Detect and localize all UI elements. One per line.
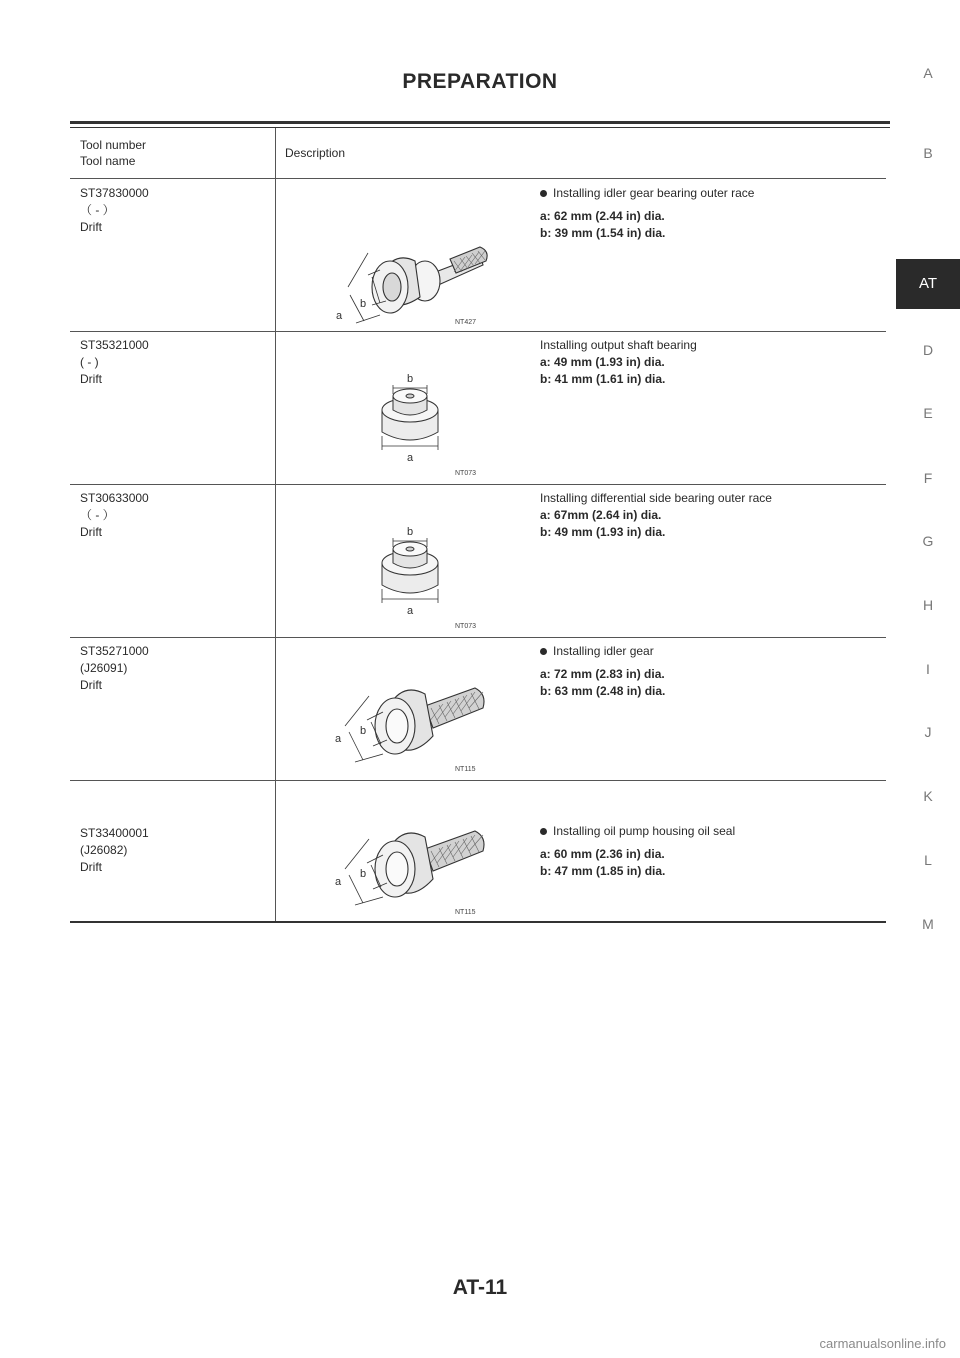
- tool-id: ST37830000 （ - ） Drift: [80, 186, 149, 234]
- table-bottom-rule: [70, 921, 886, 923]
- section-tab-a[interactable]: A: [923, 65, 933, 81]
- svg-text:a: a: [335, 876, 342, 888]
- section-tab-e[interactable]: E: [923, 405, 933, 421]
- svg-text:a: a: [336, 310, 343, 322]
- section-tab-k[interactable]: K: [923, 788, 933, 804]
- section-tab-h[interactable]: H: [922, 597, 934, 613]
- figure-code: NT073: [455, 470, 477, 477]
- tool-description: Installing idler gear bearing outer race a: 62 mm (2.44 in) dia. b: 39 mm (1.54 in) dia.: [540, 186, 755, 240]
- section-tab-l[interactable]: L: [924, 852, 932, 868]
- tool-id: ST33400001 (J26082) Drift: [80, 826, 149, 874]
- section-tab-d[interactable]: D: [922, 342, 934, 358]
- table-header: [70, 128, 886, 179]
- drift-illustration: [370, 523, 460, 618]
- drift-illustration: [325, 666, 495, 771]
- description-column-header: Description: [285, 146, 346, 160]
- figure-code: NT115: [455, 766, 476, 773]
- tool-id: ST30633000 （ - ） Drift: [80, 491, 149, 539]
- svg-text:a: a: [335, 733, 342, 745]
- svg-text:a: a: [407, 452, 414, 464]
- figure-code: NT427: [455, 319, 477, 326]
- table-row: [70, 485, 886, 638]
- table-row: [70, 332, 886, 485]
- section-tab-b[interactable]: B: [923, 145, 933, 161]
- svg-text:b: b: [360, 298, 367, 310]
- drift-illustration: [325, 809, 495, 914]
- tool-description: Installing differential side bearing outer race a: 67mm (2.64 in) dia. b: 49 mm (1.93 in) dia.: [540, 491, 772, 539]
- bullet-icon: [540, 190, 547, 197]
- svg-text:b: b: [360, 868, 367, 880]
- table-row: [70, 781, 886, 923]
- figure-code: NT115: [455, 909, 476, 916]
- page-title: PREPARATION: [402, 70, 558, 93]
- svg-text:b: b: [407, 526, 414, 538]
- section-tab-g[interactable]: G: [922, 533, 934, 549]
- drift-illustration: [320, 215, 500, 325]
- svg-text:b: b: [407, 373, 414, 385]
- tool-description: Installing oil pump housing oil seal a: 60 mm (2.36 in) dia. b: 47 mm (1.85 in) dia.: [540, 824, 736, 878]
- section-tab-f[interactable]: F: [923, 470, 933, 486]
- figure-code: NT073: [455, 623, 477, 630]
- svg-text:b: b: [360, 725, 367, 737]
- tool-id: ST35271000 (J26091) Drift: [80, 644, 149, 692]
- bullet-icon: [540, 648, 547, 655]
- drift-illustration: [370, 370, 460, 465]
- section-tab-at-active[interactable]: AT: [896, 259, 960, 309]
- section-tab-i[interactable]: I: [926, 661, 930, 677]
- tool-column-header: Tool number Tool name: [80, 138, 147, 168]
- page-number: AT-11: [452, 1276, 508, 1299]
- bullet-icon: [540, 828, 547, 835]
- watermark: carmanualsonline.info: [819, 1336, 946, 1351]
- tool-table: [70, 128, 886, 923]
- tool-description: Installing idler gear a: 72 mm (2.83 in) dia. b: 63 mm (2.48 in) dia.: [540, 644, 666, 698]
- section-tab-m[interactable]: M: [922, 916, 934, 932]
- tool-id: ST35321000 ( - ) Drift: [80, 338, 149, 386]
- section-tab-j[interactable]: J: [924, 724, 932, 740]
- table-row: [70, 179, 886, 332]
- header-rule: [70, 121, 890, 124]
- tool-description: Installing output shaft bearing a: 49 mm (1.93 in) dia. b: 41 mm (1.61 in) dia.: [540, 338, 697, 386]
- table-row: [70, 638, 886, 781]
- svg-text:a: a: [407, 605, 414, 617]
